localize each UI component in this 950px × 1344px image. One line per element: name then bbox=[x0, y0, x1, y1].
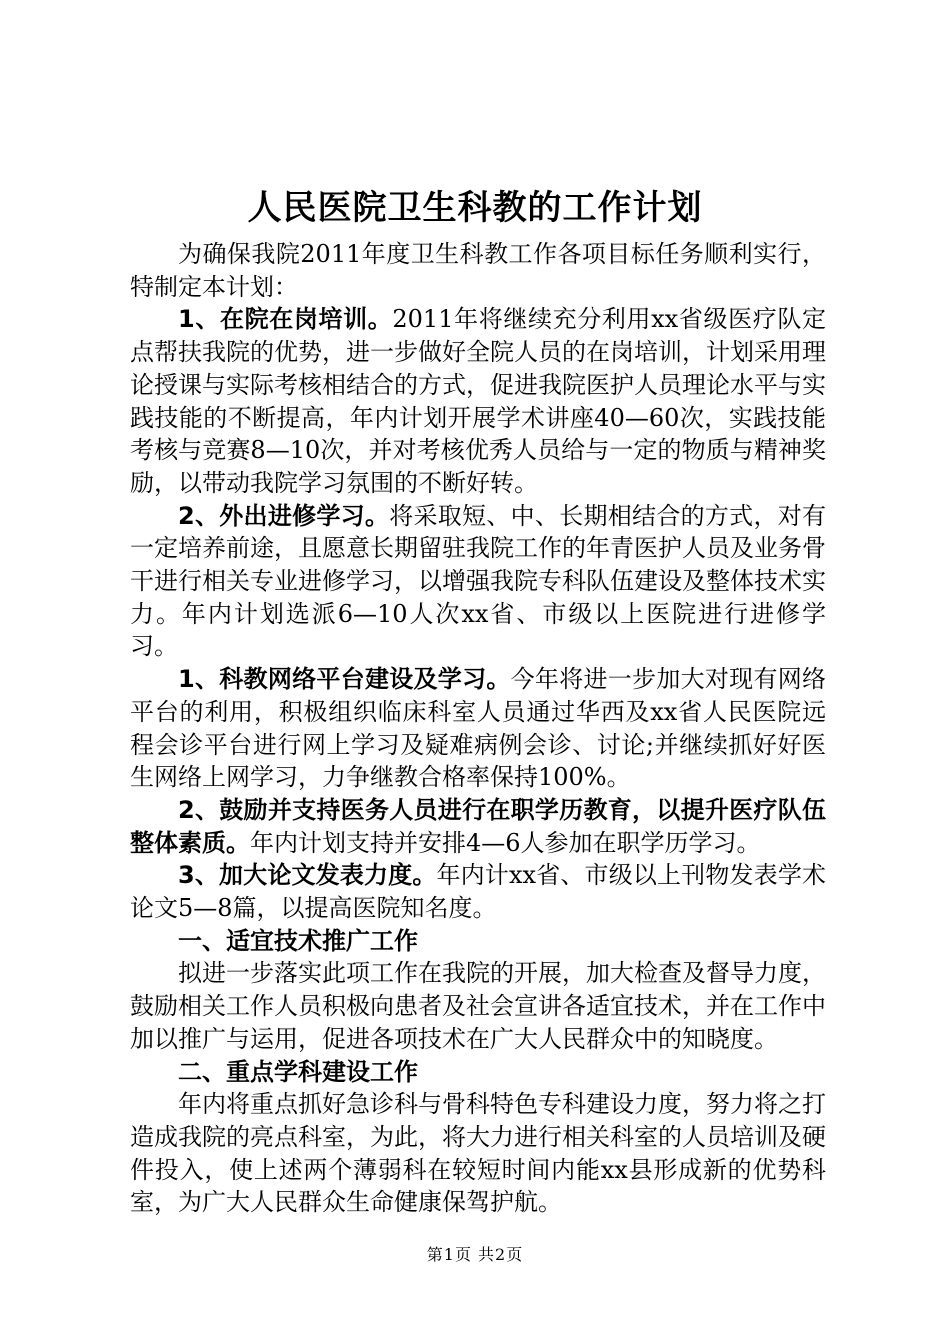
section-network-platform bbox=[130, 663, 826, 794]
page-footer: 第1页 共2页 bbox=[426, 1245, 524, 1264]
heading-appropriate-technology bbox=[130, 925, 826, 958]
section-heading: 一、适宜技术推广工作 bbox=[178, 926, 418, 955]
section-in-hospital-training bbox=[130, 303, 826, 499]
section-text: 将采取短、中、长期相结合的方式，对有一定培养前途，且愿意长期留驻我院工作的年青医护人员及业务骨干进行相关专业进修学习，以增强我院专科队伍建设及整体技术实力。年内计划选派6—10人次xx省、市级以上医院进行进修学习。 bbox=[130, 501, 827, 661]
section-heading: 二、重点学科建设工作 bbox=[178, 1057, 418, 1086]
section-heading: 3、加大论文发表力度。 bbox=[178, 861, 437, 890]
section-text: 年内计划支持并安排4—6人参加在职学历学习。 bbox=[250, 828, 761, 857]
paragraph-appropriate-technology bbox=[130, 957, 826, 1055]
section-paper-publication bbox=[130, 859, 826, 924]
document-body bbox=[130, 238, 826, 1219]
section-heading: 1、科教网络平台建设及学习。 bbox=[178, 665, 511, 694]
section-heading: 2、鼓励并支持医务人员进行在职学历教育，以提升医疗队伍整体素质。 bbox=[130, 795, 826, 857]
heading-key-discipline bbox=[130, 1056, 826, 1089]
section-degree-education bbox=[130, 794, 826, 859]
section-text: 今年将进一步加大对现有网络平台的利用，积极组织临床科室人员通过华西及xx省人民医院远程会诊平台进行网上学习及疑难病例会诊、讨论;并继续抓好好医生网络上网学习，力争继教合格率保持100%。 bbox=[130, 665, 827, 792]
section-heading: 1、在院在岗培训。 bbox=[178, 305, 393, 334]
section-text: 2011年将继续充分利用xx省级医疗队定点帮扶我院的优势，进一步做好全院人员的在岗培训，计划采用理论授课与实际考核相结合的方式，促进我院医护人员理论水平与实践技能的不断提高，年内计划开展学术讲座40—60次，实践技能考核与竞赛8—10次，并对考核优秀人员给与一定的物质与精神奖励，以带动我院学习氛围的不断好转。 bbox=[130, 305, 827, 497]
section-text: 拟进一步落实此项工作在我院的开展，加大检查及督导力度，鼓励相关工作人员积极向患者及社会宣讲各适宜技术，并在工作中加以推广与运用，促进各项技术在广大人民群众中的知晓度。 bbox=[130, 959, 826, 1053]
intro-paragraph: 为确保我院2011年度卫生科教工作各项目标任务顺利实行，特制定本计划： bbox=[130, 240, 826, 301]
section-text: 年内计xx省、市级以上刊物发表学术论文5—8篇，以提高医院知名度。 bbox=[130, 861, 826, 923]
section-heading: 2、外出进修学习。 bbox=[178, 501, 390, 530]
section-text: 年内将重点抓好急诊科与骨科特色专科建设力度，努力将之打造成我院的亮点科室，为此，将大力进行相关科室的人员培训及硬件投入，使上述两个薄弱科在较短时间内能xx县形成新的优势科室，为广大人民群众生命健康保驾护航。 bbox=[130, 1090, 826, 1217]
section-external-study bbox=[130, 500, 826, 664]
document-title: 人民医院卫生科教的工作计划 bbox=[247, 188, 703, 228]
paragraph-key-discipline bbox=[130, 1088, 826, 1219]
